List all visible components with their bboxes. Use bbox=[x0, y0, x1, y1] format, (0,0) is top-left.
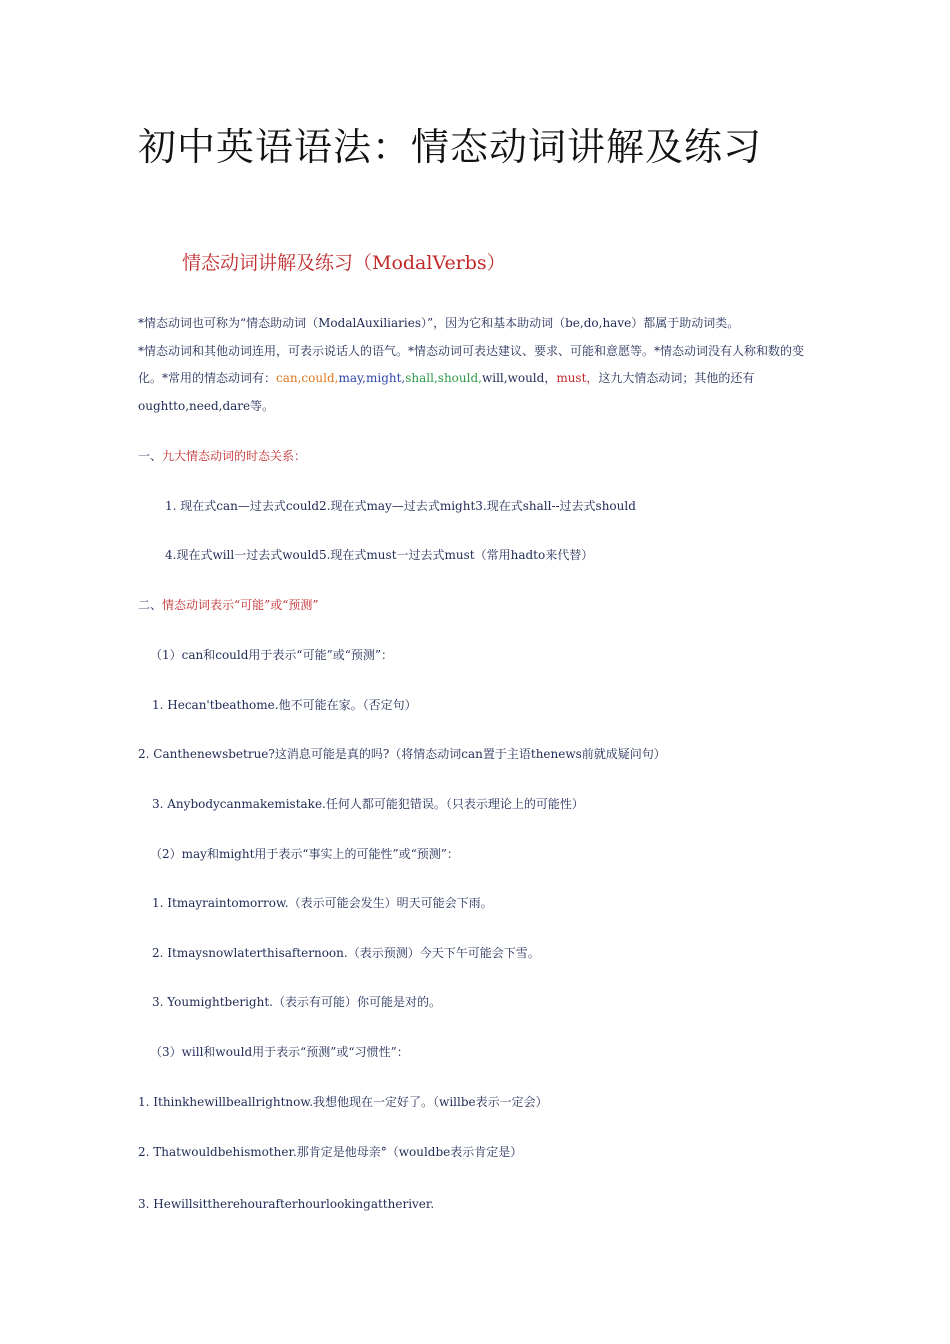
section-2-title: 情态动词表示“可能”或“预测” bbox=[162, 598, 319, 612]
verb-will-would: will,would， bbox=[481, 371, 557, 385]
subsection-3-heading: （3）will和would用于表示“预测”或“习惯性”： bbox=[150, 1045, 409, 1059]
list-item: 2. Itmaysnowlaterthisafternoon.（表示预测）今天下午可能会下雪。 bbox=[152, 946, 540, 960]
verb-must: must， bbox=[556, 371, 599, 385]
list-item: 3. Youmightberight.（表示有可能）你可能是对的。 bbox=[152, 995, 441, 1009]
list-item: 2. Canthenewsbetrue?这消息可能是真的吗?（将情态动词can置于主语thenews前就成疑问句） bbox=[138, 747, 666, 761]
intro-paragraph-2-end: 这九大情态动词；其他的还有oughtto,need,dare等。 bbox=[138, 371, 755, 413]
section-1-number: 一、 bbox=[138, 449, 163, 463]
section-2-heading bbox=[138, 596, 319, 613]
list-item: 3. Hewillsittherehourafterhourlookingattheriver. bbox=[138, 1197, 435, 1211]
list-item: 1. Hecan'tbeathome.他不可能在家。（否定句） bbox=[152, 698, 417, 712]
intro-paragraph-2-start: *情态动词和其他动词连用，可表示说话人的语气。*情态动词可表达建议、要求、可能和意愿等。*情态动词没有人称和数的变化。*常用的情态动词有： bbox=[138, 343, 805, 385]
list-item: 2. Thatwouldbehismother.那肯定是他母亲°（wouldbe表示肯定是） bbox=[138, 1145, 523, 1159]
section-1-heading bbox=[138, 447, 306, 464]
intro-paragraphs bbox=[138, 310, 814, 420]
subsection-1-heading: （1）can和could用于表示“可能”或“预测”： bbox=[150, 648, 393, 662]
section-2-number: 二、 bbox=[138, 598, 163, 612]
section-1-line-1: 1. 现在式can—过去式could2.现在式may—过去式might3.现在式shall--过去式should bbox=[165, 499, 636, 513]
list-item: 3. Anybodycanmakemistake.任何人都可能犯错误。（只表示理论上的可能性） bbox=[152, 797, 584, 811]
verb-shall-should: shall,should, bbox=[405, 371, 482, 385]
document-subtitle: 情态动词讲解及练习（ModalVerbs） bbox=[182, 252, 506, 274]
subsection-2-heading: （2）may和might用于表示“事实上的可能性”或“预测”： bbox=[150, 847, 459, 861]
intro-paragraph-2 bbox=[138, 338, 814, 421]
section-1-line-2: 4.现在式will一过去式would5.现在式must一过去式must（常用hadto来代替） bbox=[165, 548, 594, 562]
list-item: 1. Ithinkhewillbeallrightnow.我想他现在一定好了。（willbe表示一定会） bbox=[138, 1095, 548, 1109]
intro-paragraph-1: *情态动词也可称为“情态助动词（ModalAuxiliaries）”，因为它和基本助动词（be,do,have）都属于助动词类。 bbox=[138, 316, 740, 330]
section-1-title: 九大情态动词的时态关系： bbox=[162, 449, 307, 463]
verb-may-might: may,might, bbox=[338, 371, 406, 385]
document-title: 初中英语语法：情态动词讲解及练习 bbox=[138, 125, 763, 169]
list-item: 1. Itmayraintomorrow.（表示可能会发生）明天可能会下雨。 bbox=[152, 896, 493, 910]
verb-can-could: can,could, bbox=[276, 371, 339, 385]
